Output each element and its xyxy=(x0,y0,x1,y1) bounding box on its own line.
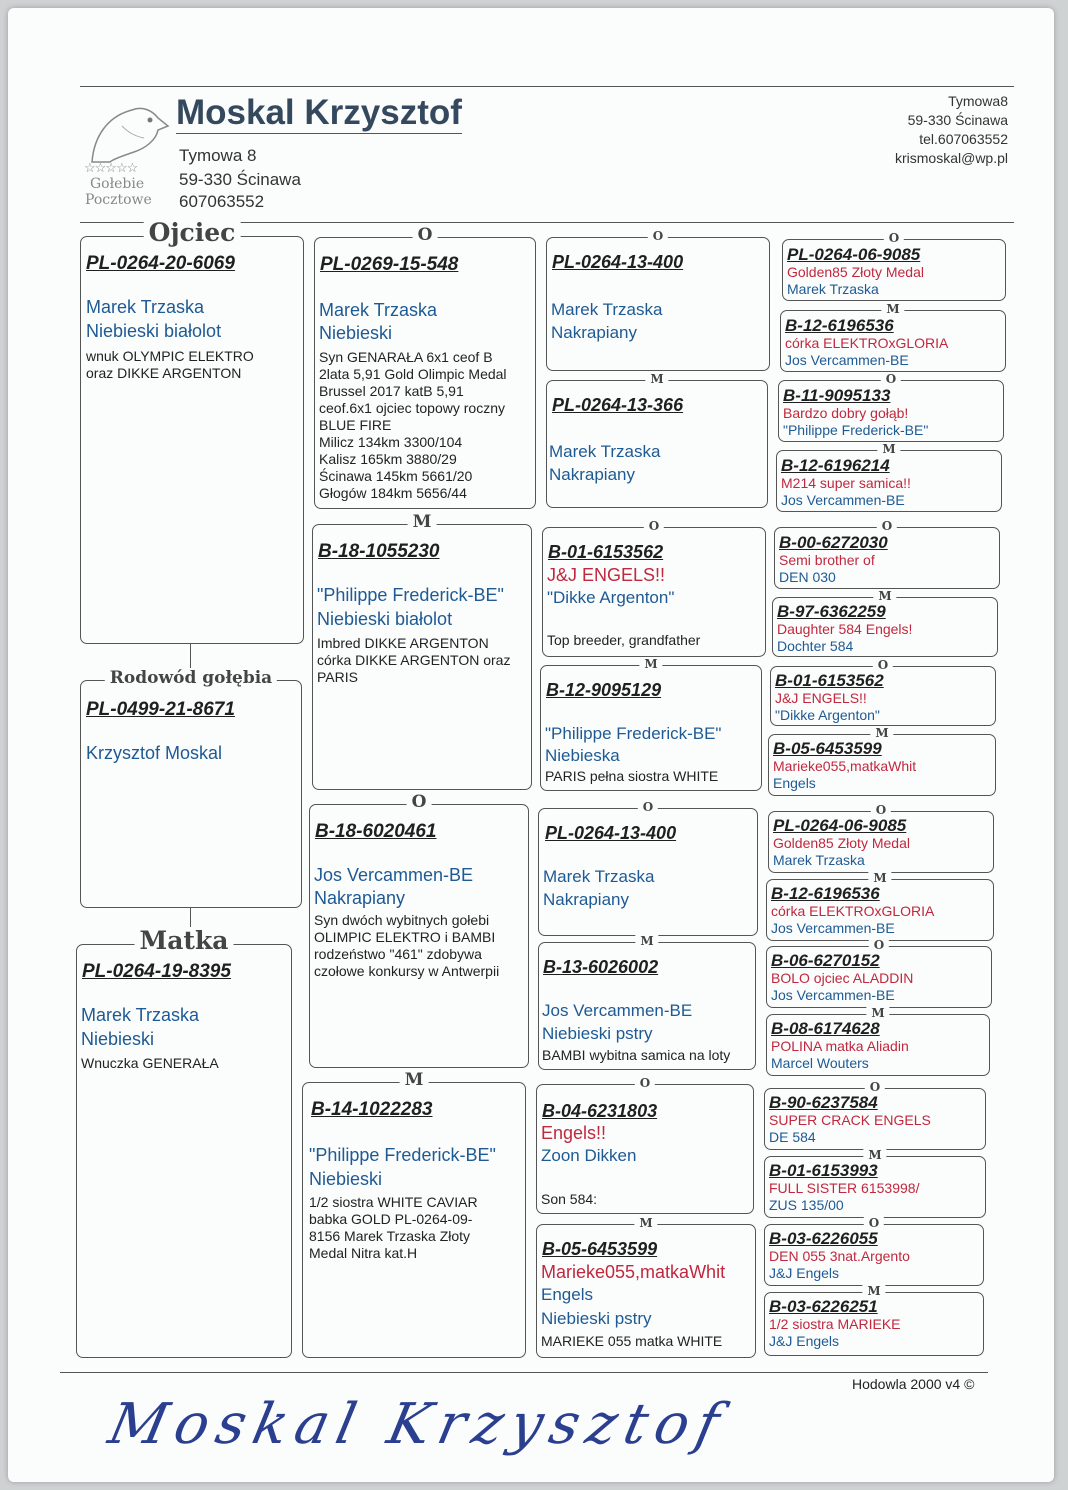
subject-owner: Krzysztof Moskal xyxy=(86,743,223,763)
mother-ring: PL-0264-19-8395 xyxy=(82,961,231,982)
card-label: O xyxy=(869,938,889,952)
g2-ring: B-18-1055230 xyxy=(318,541,440,562)
g4-red-line: Marieke055,matkaWhit xyxy=(773,758,917,774)
phone: 607063552 xyxy=(179,192,265,211)
g4-red-line: Daughter 584 Engels! xyxy=(777,621,913,637)
g2-notes: Syn GENARAŁA 6x1 ceof B 2lata 5,91 Gold Olimpic Medal Brussel 2017 katB 5,91 ceof.6x1 ojciec topowy roczny BLUE FIRE Milicz 134km 3300/104 Kalisz 165km 3880/29 Ścinawa 145km 5661/20 Głogów 184km 5656/44 xyxy=(319,349,507,501)
father-color: Niebieski białolot xyxy=(86,321,222,341)
g4-card-0 xyxy=(782,231,1006,301)
g3-line1: Marek Trzaska xyxy=(543,867,655,886)
g4-ring: B-11-9095133 xyxy=(783,386,891,405)
g4-card-5 xyxy=(772,589,998,657)
father-card xyxy=(80,218,304,644)
g4-ring: B-05-6453599 xyxy=(773,739,882,758)
g4-card-2 xyxy=(778,372,1004,442)
software-credit: Hodowla 2000 v4 © xyxy=(852,1376,975,1392)
logo-line1: Gołebie xyxy=(90,176,145,192)
g4-blue-line: Marek Trzaska xyxy=(787,281,879,297)
card-label: O xyxy=(635,1076,655,1090)
g3-card-7 xyxy=(536,1216,756,1358)
card-label: O xyxy=(877,519,897,533)
g4-ring: B-01-6153993 xyxy=(769,1161,878,1180)
logo-stars: ☆☆☆☆☆ xyxy=(84,160,138,175)
g2-owner: Marek Trzaska xyxy=(319,300,438,320)
g3-line1: Marek Trzaska xyxy=(551,300,663,319)
g2-card-1 xyxy=(312,512,532,790)
card-label: O xyxy=(413,225,438,245)
g3-notes: MARIEKE 055 matka WHITE xyxy=(541,1333,723,1349)
card-label: M xyxy=(866,1006,889,1020)
g3-line2: Nakrapiany xyxy=(549,465,635,484)
g4-red-line: M214 super samica!! xyxy=(781,475,911,491)
g3-line2: Zoon Dikken xyxy=(541,1146,637,1165)
card-label: O xyxy=(648,229,668,243)
g4-ring: B-03-6226251 xyxy=(769,1297,878,1316)
g3-ring: B-04-6231803 xyxy=(542,1101,658,1121)
footer-rule xyxy=(60,1372,988,1373)
mother-card xyxy=(76,926,292,1358)
g4-card-6 xyxy=(770,658,996,726)
g3-line1: J&J ENGELS!! xyxy=(547,565,666,585)
card-label: M xyxy=(881,302,904,316)
card-label: M xyxy=(862,1284,885,1298)
g4-card-9 xyxy=(766,871,994,941)
g3-line2: Nakrapiany xyxy=(551,323,637,342)
g3-ring: PL-0264-13-400 xyxy=(552,252,684,272)
g4-red-line: BOLO ojciec ALADDIN xyxy=(771,970,914,986)
header-top-rule xyxy=(80,86,1014,87)
g4-ring: B-97-6362259 xyxy=(777,602,886,621)
g3-line1: Marieke055,matkaWhit xyxy=(541,1262,726,1282)
g3-line1: Engels!! xyxy=(541,1123,607,1143)
g2-color: Niebieski xyxy=(309,1169,383,1189)
mother-notes: Wnuczka GENERAŁA xyxy=(81,1055,219,1071)
g4-blue-line: "Dikke Argenton" xyxy=(775,707,880,723)
card-label: O xyxy=(871,803,891,817)
subject-ring: PL-0499-21-8671 xyxy=(86,699,235,720)
card-label: M xyxy=(408,512,437,532)
g4-card-14 xyxy=(764,1216,984,1286)
father-notes: wnuk OLYMPIC ELEKTRO oraz DIKKE ARGENTON xyxy=(86,348,254,381)
g2-color: Nakrapiany xyxy=(314,888,406,908)
signature: Moskal Krzysztof xyxy=(103,1392,733,1457)
g4-ring: B-12-6196214 xyxy=(781,456,890,475)
g4-card-1 xyxy=(780,302,1006,372)
card-label: M xyxy=(400,1070,429,1090)
contact-block xyxy=(895,92,1008,168)
g4-ring: B-03-6226055 xyxy=(769,1229,878,1248)
g4-blue-line: "Philippe Frederick-BE" xyxy=(783,422,929,438)
g4-red-line: DEN 055 3nat.Argento xyxy=(769,1248,910,1264)
g2-notes: 1/2 siostra WHITE CAVIAR babka GOLD PL-0264-09- 8156 Marek Trzaska Złoty Medal Nitra kat.H xyxy=(309,1194,478,1261)
card-label: O xyxy=(865,1080,885,1094)
card-label: M xyxy=(635,934,658,948)
pedigree-label: Rodowód gołębia xyxy=(105,668,277,688)
father-label: Ojciec xyxy=(144,219,241,247)
g4-blue-line: Dochter 584 xyxy=(777,638,854,654)
g2-color: Niebieski xyxy=(319,323,393,343)
g4-card-11 xyxy=(766,1006,990,1076)
g4-blue-line: DE 584 xyxy=(769,1129,816,1145)
g4-red-line: Golden85 Złoty Medal xyxy=(773,835,910,851)
contact-phone: tel.607063552 xyxy=(919,131,1008,147)
g4-blue-line: ZUS 135/00 xyxy=(769,1197,844,1213)
g3-line2: Niebieska xyxy=(545,746,620,765)
g4-ring: B-00-6272030 xyxy=(779,533,888,552)
g4-card-12 xyxy=(764,1080,986,1150)
g4-ring: PL-0264-06-9085 xyxy=(773,816,907,835)
card-label: M xyxy=(645,372,668,386)
g4-blue-line: Marek Trzaska xyxy=(773,852,865,868)
g4-ring: B-01-6153562 xyxy=(775,671,884,690)
card-label: O xyxy=(864,1216,884,1230)
g2-owner: "Philippe Frederick-BE" xyxy=(309,1145,496,1165)
g3-ring: B-13-6026002 xyxy=(543,957,659,977)
g2-ring: B-18-6020461 xyxy=(315,821,437,842)
g3-notes: Son 584: xyxy=(541,1191,598,1207)
g4-ring: B-12-6196536 xyxy=(771,884,880,903)
g2-notes: Syn dwóch wybitnych gołebi OLIMPIC ELEKTRO i BAMBI rodzeństwo "461" zdobywa czołowe konkursy w Antwerpii xyxy=(314,912,500,979)
card-label: M xyxy=(868,871,891,885)
g4-card-3 xyxy=(776,442,1002,512)
card-label: M xyxy=(873,589,896,603)
g3-line2: Nakrapiany xyxy=(543,890,629,909)
g4-card-4 xyxy=(774,519,1000,589)
g2-owner: "Philippe Frederick-BE" xyxy=(317,585,504,605)
g2-notes: Imbred DIKKE ARGENTON córka DIKKE ARGENTON oraz PARIS xyxy=(317,635,511,685)
g2-card-3 xyxy=(302,1070,526,1358)
g4-red-line: POLINA matka Aliadin xyxy=(771,1038,909,1054)
g3-notes: PARIS pełna siostra WHITE xyxy=(545,768,719,784)
card-label: M xyxy=(634,1216,657,1230)
card-label: M xyxy=(870,726,893,740)
mother-label: Matka xyxy=(135,927,234,955)
contact-email: krismoskal@wp.pl xyxy=(894,150,1008,166)
g4-red-line: Golden85 Złoty Medal xyxy=(787,264,924,280)
g4-red-line: FULL SISTER 6153998/ xyxy=(769,1180,920,1196)
g3-line2: "Dikke Argenton" xyxy=(547,588,675,607)
g4-ring: B-90-6237584 xyxy=(769,1093,878,1112)
g3-ring: B-12-9095129 xyxy=(546,680,662,700)
g4-card-13 xyxy=(764,1148,986,1218)
g4-card-8 xyxy=(768,803,994,873)
card-label: O xyxy=(644,519,664,533)
card-label: O xyxy=(638,800,658,814)
g3-card-5 xyxy=(538,934,756,1070)
g3-card-3 xyxy=(540,657,762,791)
g4-ring: PL-0264-06-9085 xyxy=(787,245,921,264)
g4-card-15 xyxy=(764,1284,984,1356)
card-label: O xyxy=(881,372,901,386)
g3-line1: Jos Vercammen-BE xyxy=(542,1001,693,1020)
g2-ring: PL-0269-15-548 xyxy=(320,254,459,275)
g4-blue-line: DEN 030 xyxy=(779,569,836,585)
g2-card-2 xyxy=(309,792,529,1068)
g4-red-line: J&J ENGELS!! xyxy=(775,690,867,706)
g3-card-2 xyxy=(542,519,766,657)
g4-ring: B-12-6196536 xyxy=(785,316,894,335)
g4-red-line: SUPER CRACK ENGELS xyxy=(769,1112,931,1128)
g3-ring: B-05-6453599 xyxy=(542,1239,658,1259)
address-city: 59-330 Ścinawa xyxy=(179,170,301,189)
g4-red-line: córka ELEKTROxGLORIA xyxy=(785,335,949,351)
father-ring: PL-0264-20-6069 xyxy=(86,253,235,274)
g4-blue-line: Marcel Wouters xyxy=(771,1055,869,1071)
g3-card-4 xyxy=(538,800,758,936)
g3-card-6 xyxy=(536,1076,754,1214)
g4-blue-line: Jos Vercammen-BE xyxy=(785,352,909,368)
logo xyxy=(82,96,172,208)
card-label: O xyxy=(884,231,904,245)
contact-street: Tymowa8 xyxy=(948,93,1008,109)
address-street: Tymowa 8 xyxy=(179,146,257,165)
g4-card-7 xyxy=(768,726,996,796)
g3-card-1 xyxy=(546,372,768,508)
mother-color: Niebieski xyxy=(81,1029,155,1049)
g3-line2: Niebieski pstry xyxy=(542,1024,653,1043)
g3-ring: PL-0264-13-366 xyxy=(552,395,684,415)
g4-red-line: Semi brother of xyxy=(779,552,875,568)
g4-blue-line: Jos Vercammen-BE xyxy=(781,492,905,508)
g2-ring: B-14-1022283 xyxy=(311,1099,433,1120)
g4-blue-line: J&J Engels xyxy=(769,1265,840,1281)
father-owner: Marek Trzaska xyxy=(86,297,205,317)
card-label: O xyxy=(873,658,893,672)
g3-line3: Niebieski pstry xyxy=(541,1309,652,1328)
card-label: M xyxy=(639,657,662,671)
g4-blue-line: Jos Vercammen-BE xyxy=(771,987,895,1003)
pigeon-icon xyxy=(82,96,172,166)
g4-red-line: Bardzo dobry gołąb! xyxy=(783,405,909,421)
g2-owner: Jos Vercammen-BE xyxy=(314,865,474,885)
g3-line1: "Philippe Frederick-BE" xyxy=(545,724,722,743)
g3-ring: PL-0264-13-400 xyxy=(545,823,677,843)
card-label: O xyxy=(407,792,432,812)
g4-ring: B-06-6270152 xyxy=(771,951,880,970)
contact-city: 59-330 Ścinawa xyxy=(907,112,1008,128)
g4-blue-line: Engels xyxy=(773,775,816,791)
breeder-name: Moskal Krzysztof xyxy=(176,93,462,132)
g3-card-0 xyxy=(546,229,770,371)
g3-line1: Marek Trzaska xyxy=(549,442,661,461)
card-label: M xyxy=(877,442,900,456)
g4-blue-line: J&J Engels xyxy=(769,1333,840,1349)
mother-owner: Marek Trzaska xyxy=(81,1005,200,1025)
g4-card-10 xyxy=(766,938,992,1008)
logo-line2: Pocztowe xyxy=(85,192,152,208)
g3-ring: B-01-6153562 xyxy=(548,542,664,562)
g2-color: Niebieski białolot xyxy=(317,609,453,629)
g3-notes: BAMBI wybitna samica na loty xyxy=(542,1047,731,1063)
g3-notes: Top breeder, grandfather xyxy=(547,632,701,648)
subject-card xyxy=(80,668,302,908)
g4-blue-line: Jos Vercammen-BE xyxy=(771,920,895,936)
g4-red-line: 1/2 siostra MARIEKE xyxy=(769,1316,901,1332)
g2-card-0 xyxy=(314,225,536,509)
g4-ring: B-08-6174628 xyxy=(771,1019,880,1038)
g4-red-line: córka ELEKTROxGLORIA xyxy=(771,903,935,919)
card-label: M xyxy=(863,1148,886,1162)
g3-line2: Engels xyxy=(541,1285,593,1304)
